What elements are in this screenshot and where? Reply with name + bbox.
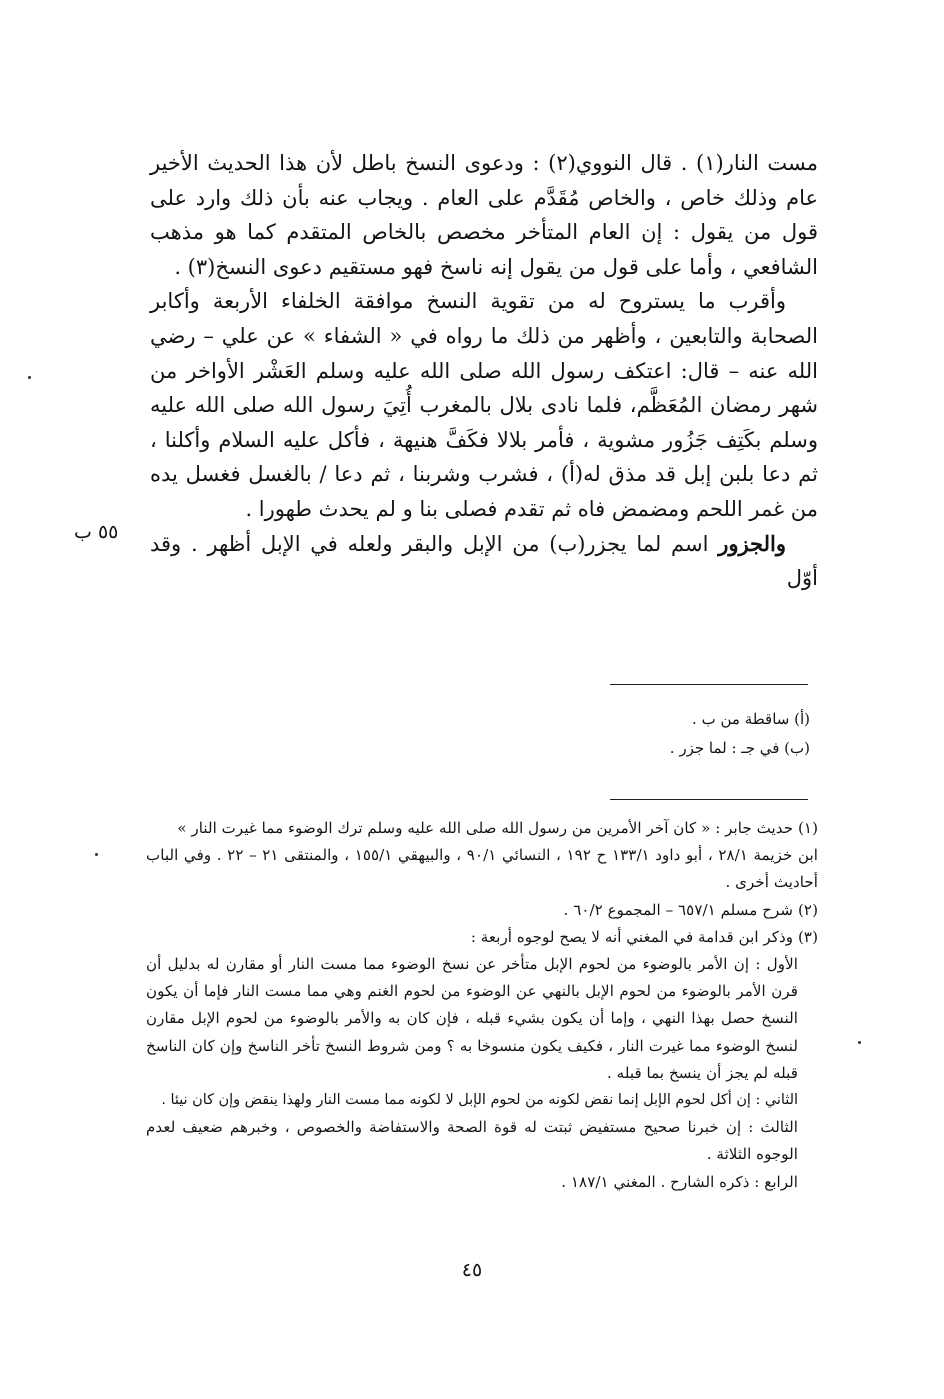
footnotes-separator xyxy=(610,799,808,800)
paragraph-3-text: اسم لما يجزر(ب) من الإبل والبقر ولعله في الإبل أظهر . وقد أوّل xyxy=(150,531,818,591)
footnote-2: (٢) شرح مسلم ٦٥٧/١ – المجموع ٦٠/٢ . xyxy=(563,900,818,919)
footnote-3-third: الثالث : إن خبرنا صحيح مستفيض ثبتت له قوة الصحة والاستفاضة والخصوص ، وخبرهم ضعيف لعدم الوجوه الثلاثة . xyxy=(146,1118,798,1164)
manuscript-folio-marker: ٥٥ ب xyxy=(74,521,119,543)
main-text xyxy=(150,146,818,596)
footnote-3-second: الثاني : إن أكل لحوم الإبل إنما نقض لكونه من لحوم الإبل لا لكونه مما مست النار ولهذا ينقض وإن كان نيئا . xyxy=(161,1092,798,1109)
scan-speck xyxy=(95,853,98,856)
footnote-1-line-2: ابن خزيمة ٢٨/١ ، أبو داود ١٣٣/١ ح ١٩٢ ، النسائي ٩٠/١ ، والبيهقي ١٥٥/١ ، والمنتقى ٢١ – ٢٢ . وفي الباب أحاديث أخرى . xyxy=(146,846,818,892)
paragraph-3 xyxy=(150,527,818,596)
footnote-3-fourth: الرابع : ذكره الشارح . المغني ١٨٧/١ . xyxy=(561,1172,798,1191)
variants-separator xyxy=(610,684,808,685)
paragraph-2: وأقرب ما يستروح له من تقوية النسخ موافقة الخلفاء الأربعة وأكابر الصحابة والتابعين ، وأظهر من ذلك ما رواه في « الشفاء » عن علي – رضي الله عنه – قال: اعتكف رسول الله صلى الله عليه وسلم العَشْر الأواخر من شهر رمضان المُعَظَّم، فلما نادى بلال بالمغرب أُتِيَ رسول الله صلى الله عليه وسلم بكَتِف جَزُور مشوية ، فأمر بلالا فكَفَّ هنيهة ، فأكل عليه السلام وأكلنا ، ثم دعا بلبن إبل قد مذق له(أ) ، فشرب وشربنا ، ثم دعا / بالغسل فغسل يده من غمر اللحم ومضمض فاه ثم تقدم فصلى بنا و لم يحدث طهورا . xyxy=(150,289,819,521)
variant-notes xyxy=(150,705,810,763)
variant-note-a: (أ) ساقطة من ب . xyxy=(692,710,810,728)
scan-speck xyxy=(858,1041,861,1044)
footnote-3-first: الأول : إن الأمر بالوضوء من لحوم الإبل متأخر عن نسخ الوضوء مما مست النار أو مقارن له بدليل أن قرن الأمر بالوضوء من لحوم الإبل بالنهي عن الوضوء من لحوم الغنم وهي مما مست النار فإما أن يكون النسخ حصل بهذا النهي ، وإما أن يكون بشيء قبله ، فإن كان به والأمر بالوضوء من لحوم الإبل مقارن لنسخ الوضوء مما غيرت النار ، فكيف يكون منسوخا به ؟ ومن شروط النسخ تأخر الناسخ وإن كان الناسخ قبله لم يجز أن ينسخ بما قبله . xyxy=(146,955,798,1082)
page-number: ٤٥ xyxy=(461,1259,483,1281)
footnote-3-intro: (٣) وذكر ابن قدامة في المغني أنه لا يصح لوجوه أربعة : xyxy=(470,927,818,946)
footnote-1-line-1: (١) حديث جابر : « كان آخر الأمرين من رسول الله صلى الله عليه وسلم ترك الوضوء مما غيرت النار » xyxy=(177,819,818,837)
paragraph-1: مست النار(١) . قال النووي(٢) : ودعوى النسخ باطل لأن هذا الحديث الأخير عام وذلك خاص ، والخاص مُقَدَّم على العام . ويجاب عنه بأن ذلك وارد على قول من يقول : إن العام المتأخر مخصص بالخاص المتقدم كما هو مذهب الشافعي ، وأما على قول من يقول إنه ناسخ فهو مستقيم دعوى النسخ(٣) . xyxy=(150,151,818,279)
keyword-jazur: والجزور xyxy=(718,530,786,556)
scan-speck xyxy=(28,376,31,379)
variant-note-b: (ب) في جـ : لما جزر . xyxy=(669,739,810,757)
footnotes xyxy=(146,815,818,1196)
